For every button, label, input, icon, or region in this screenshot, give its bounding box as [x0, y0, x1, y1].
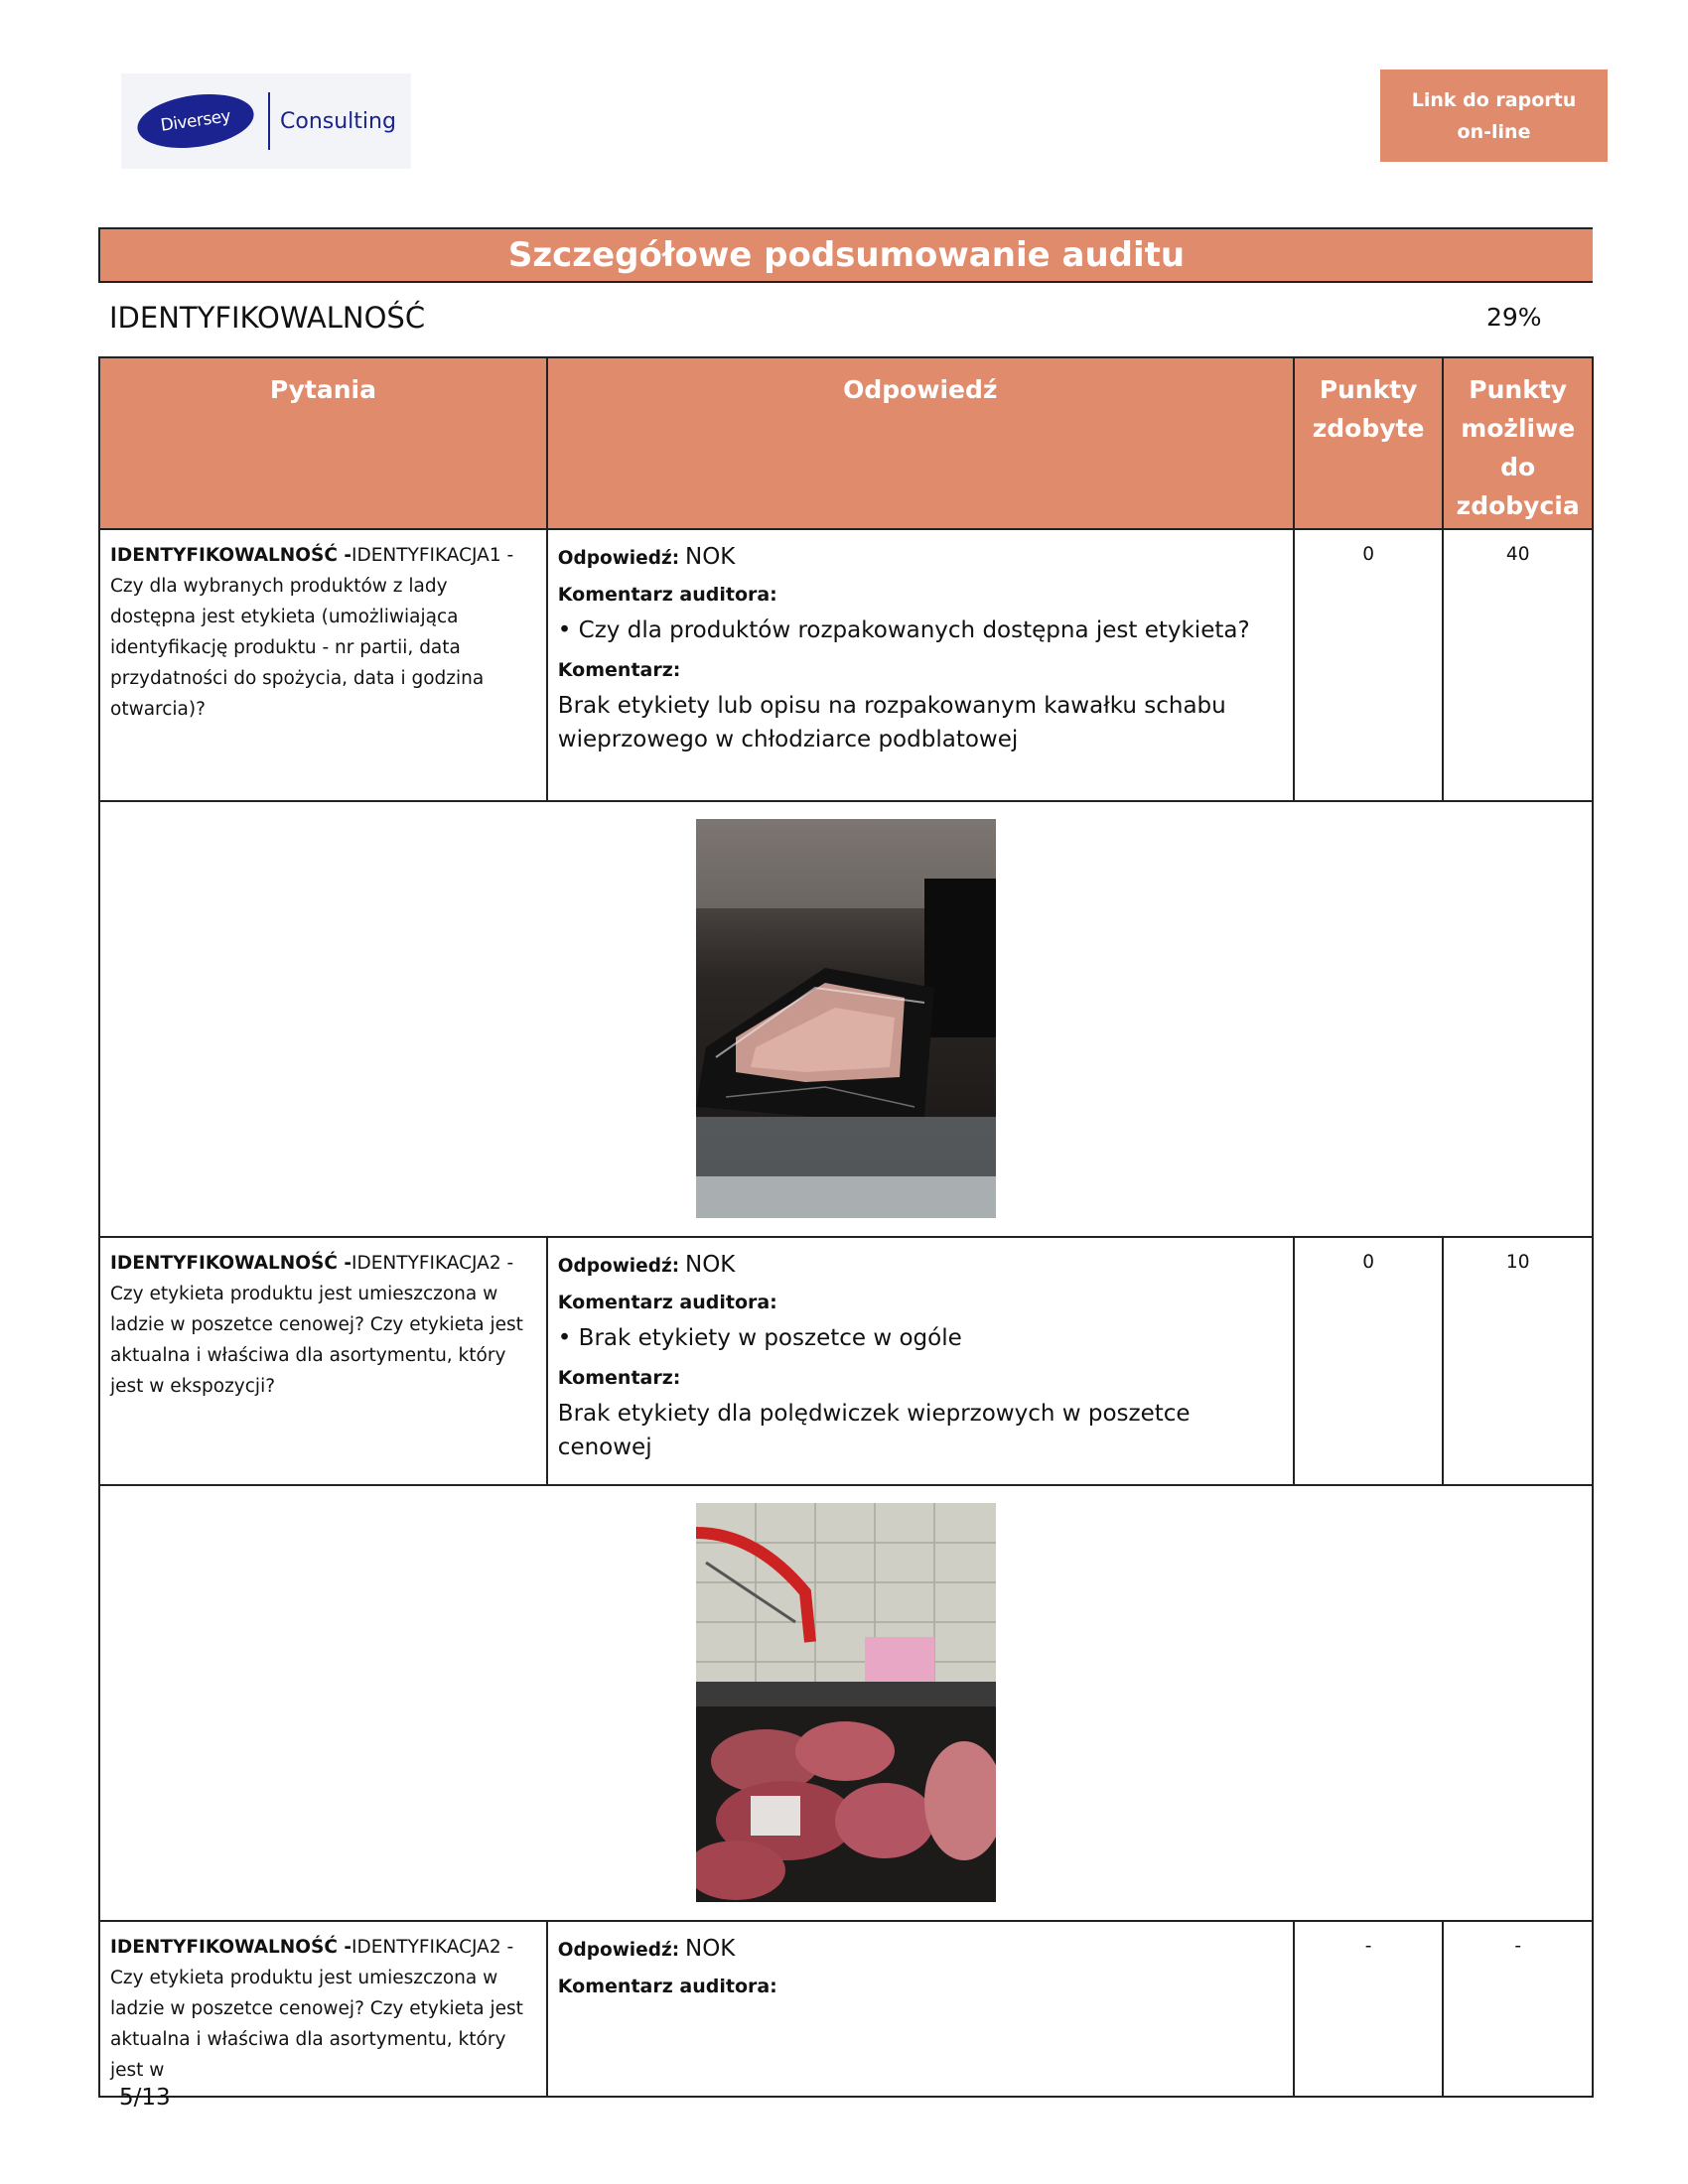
- page-title: Szczegółowe podsumowanie auditu: [98, 227, 1593, 283]
- question-section: IDENTYFIKOWALNOŚĆ -: [110, 545, 352, 566]
- report-link-line-2: on-line: [1457, 120, 1531, 143]
- points-earned: -: [1294, 1921, 1444, 2097]
- answer-cell: [547, 529, 1294, 801]
- photo-cell: [99, 1485, 1593, 1921]
- diversey-consulting-logo: [121, 73, 411, 169]
- table-row: [99, 1237, 1593, 1485]
- points-earned: 0: [1294, 1237, 1444, 1485]
- comment-text: Brak etykiety dla polędwiczek wieprzowych w poszetce cenowej: [557, 1401, 1191, 1460]
- evidence-photo-pork-tenderloins: [696, 1503, 996, 1902]
- points-possible: 40: [1443, 529, 1593, 801]
- answer-value: NOK: [685, 544, 736, 570]
- logo-consulting-text: Consulting: [280, 108, 396, 134]
- header-earned-line: zdobyte: [1312, 414, 1425, 443]
- header-earned-line: Punkty: [1319, 375, 1418, 404]
- answer-cell: [547, 1237, 1294, 1485]
- photo-row: [99, 1485, 1593, 1921]
- answer-cell: [547, 1921, 1294, 2097]
- answer-label: Odpowiedź:: [557, 548, 680, 569]
- question-section: IDENTYFIKOWALNOŚĆ -: [110, 1253, 352, 1274]
- points-possible: 10: [1443, 1237, 1593, 1485]
- table-row: [99, 1921, 1593, 2097]
- audit-detail-table: [98, 356, 1594, 2098]
- comment-label: Komentarz:: [557, 659, 681, 681]
- auditor-comment-label: Komentarz auditora:: [557, 1976, 777, 1997]
- auditor-comment-label: Komentarz auditora:: [557, 1292, 777, 1313]
- header-possible-line: możliwe: [1461, 414, 1576, 443]
- diversey-logo-mark: Diversey: [134, 87, 257, 155]
- header-possible-line: do: [1500, 453, 1536, 481]
- header-points-possible: [1443, 357, 1593, 529]
- table-header-row: [99, 357, 1593, 529]
- header-possible-line: Punkty: [1469, 375, 1568, 404]
- question-cell: [99, 1921, 547, 2097]
- page-number: 5/13: [119, 2085, 171, 2111]
- auditor-comment-label: Komentarz auditora:: [557, 584, 777, 606]
- evidence-photo-pork-loin: [696, 819, 996, 1218]
- header-questions: Pytania: [99, 357, 547, 529]
- photo-row: [99, 801, 1593, 1237]
- question-text: IDENTYFIKACJA2 - Czy etykieta produktu jest umieszczona w ladzie w poszetce cenowej? Czy etykieta jest aktualna i właściwa dla asortymentu, który jest w: [110, 1937, 523, 2081]
- points-earned: 0: [1294, 529, 1444, 801]
- report-link-line-1: Link do raportu: [1411, 88, 1577, 111]
- header-answer: Odpowiedź: [547, 357, 1294, 529]
- online-report-link-button[interactable]: [1380, 69, 1608, 162]
- header-points-earned: [1294, 357, 1444, 529]
- comment-label: Komentarz:: [557, 1367, 681, 1389]
- photo-cell: [99, 801, 1593, 1237]
- question-section: IDENTYFIKOWALNOŚĆ -: [110, 1937, 352, 1958]
- answer-value: NOK: [685, 1252, 736, 1278]
- auditor-comment-text: • Brak etykiety w poszetce w ogóle: [557, 1325, 962, 1351]
- logo-divider: [268, 92, 270, 150]
- table-row: [99, 529, 1593, 801]
- section-score-percent: 29%: [1486, 303, 1542, 332]
- question-text: IDENTYFIKACJA2 - Czy etykieta produktu jest umieszczona w ladzie w poszetce cenowej? Czy etykieta jest aktualna i właściwa dla asortymentu, który jest w ekspozycji?: [110, 1253, 523, 1397]
- question-cell: [99, 1237, 547, 1485]
- points-possible: -: [1443, 1921, 1593, 2097]
- question-cell: [99, 529, 547, 801]
- header-possible-line: zdobycia: [1456, 491, 1580, 520]
- comment-text: Brak etykiety lub opisu na rozpakowanym kawałku schabu wieprzowego w chłodziarce podblatowej: [557, 693, 1226, 752]
- question-text: IDENTYFIKACJA1 - Czy dla wybranych produktów z lady dostępna jest etykieta (umożliwiająca identyfikację produktu - nr partii, data przydatności do spożycia, data i godzina otwarcia)?: [110, 545, 514, 720]
- auditor-comment-text: • Czy dla produktów rozpakowanych dostępna jest etykieta?: [557, 617, 1250, 643]
- answer-value: NOK: [685, 1936, 736, 1962]
- section-name: IDENTYFIKOWALNOŚĆ: [109, 301, 426, 335]
- answer-label: Odpowiedź:: [557, 1940, 680, 1961]
- answer-label: Odpowiedź:: [557, 1256, 680, 1277]
